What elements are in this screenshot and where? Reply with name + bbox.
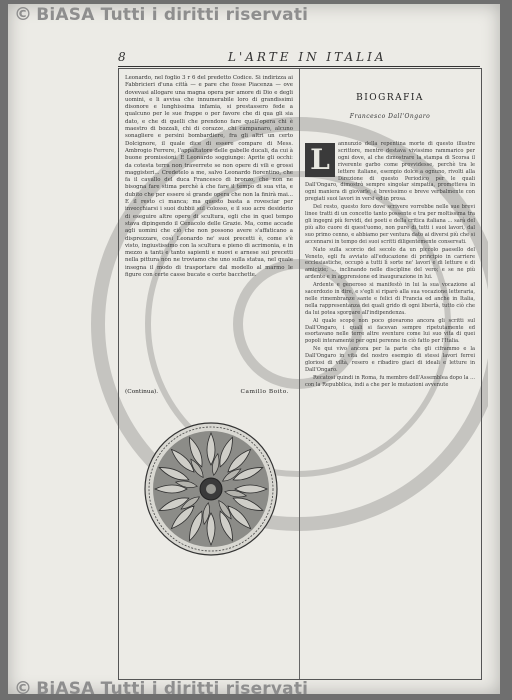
copyright-text: BiASA Tutti i diritti riservati: [36, 679, 309, 699]
section-subtitle: Francesco Dall'Ongaro: [349, 113, 431, 120]
author-signature: Camillo Boito.: [240, 389, 289, 395]
bio-paragraph: Ardente e generoso si manifestò in lui la sua vocazione al sacerdozio in dire, e s'egli si riparò alla sua vocazione letteraria, nelle rimembranze sante e felici di Francia ed anche in Italia, nella rappresentanza dei quali grido di ogni libertà, tutto ciò che da lui potea sgorgare all'indipendenza.: [305, 282, 475, 316]
copyright-banner-bottom: [14, 678, 308, 699]
rosette-ornament: [143, 421, 279, 557]
bio-paragraph: Ne qui vivo ancora per la parte che gli ciframmo e la Dall'Ongaro in vita del nostro esempio di stessi lavori ferrei gloriosi di viltà, resero e ribadiro giaci di ideali e letture in Dall'Ongaro.: [305, 346, 475, 373]
header-rule: [118, 66, 480, 67]
copyright-icon: ©: [14, 4, 33, 25]
biography-text: [305, 141, 475, 671]
text-frame: [118, 68, 482, 680]
page-number: 8: [118, 50, 126, 64]
drop-cap: L: [305, 143, 335, 177]
copyright-banner-top: [14, 4, 308, 25]
copyright-text: BiASA Tutti i diritti riservati: [36, 5, 309, 25]
column-divider: [299, 69, 300, 679]
continua-note: (Continua).: [125, 389, 159, 395]
section-title: BIOGRAFIA: [356, 93, 424, 103]
bio-paragraph: annunzio della repentina morte di questo illustre scrittore, mentre destava vivissimo rammarico per ogni dove, al che dimostrare la stampa di Scorsa il riverente garbo come provvidesse, perchè tra le lettere italiane, esempio dolce a ognuno, rivolti alla Direzione di questo Periodico per le quali Dall'Ongaro, dimostrò sempre singolar simpatia, prometteva in ogni maniera di giovarle, è brevissimo e breve verbalmente con pregiati suoi lavori in versi ed in prosa.: [305, 141, 475, 203]
document-page: [8, 4, 500, 694]
bio-paragraph: Recatosi quindi in Roma, fu membro dell'Assemblea dopo la ... con la Repubblica, indi a che per le mutazioni avvenute: [305, 374, 475, 388]
right-column: [305, 75, 475, 675]
left-column-text: [125, 75, 293, 415]
bio-paragraph: Nato sulla scorcio del secolo da un piccolo paesello del Veneto, egli fu avviato all'educazione di principio in carriere ecclesiastiche, occupò a tutti lì sorte ne' lavori e di letture e di amicizie; ... inclinando nelle discipline del vero; e se ne più ardente e in apprensione ed inaugurazione in lui.: [305, 246, 475, 281]
copyright-icon: ©: [14, 678, 33, 699]
bio-paragraph: Al quale scopo non poco giovarono ancora gli scritti sul Dall'Ongaro, i quali si facevan sempre ripetutamente ed esortavano nelle terre altre sventure come lui suo vita di quei popoli interamente per ogni perenne in ciò fatto per l'Italia.: [305, 317, 475, 345]
article-footer: [125, 389, 293, 401]
running-head: [118, 50, 478, 64]
left-paragraph: Leonardo, nel foglio 3 r 6 del predetto Codice. Si indirizza ai Fabbricieri d'una città — e pare che fosse Piacenza — ove dovevasi allogare una magna opera per amore di Dio e degli uomini, e li avvisa che innumerabile loro di grandissimi disonore e lunghissima infamia, si prestassero fede a qualcuno per le sue frappe o per favore che di qua gli sia dato, e che di quelli che prendono fare quell'opera chi è maestro di bozzali, chi di corazze, chi campanaro, alcuno sonagliere e persini bombardiere, fra gli altri un certo Dolcignore, il quale dice di essere compare di Mess. Ambrogio Ferrere, l'appaltatore delle gabelle ducali, da cui à buone promissioni. E Leonardo soggiunge: Aprite gli occhi: da cotesta terra non traverrete se non opere di vili e grossi maggisteri... Credetelo a me, salvo Leonardo fiorentino, che fa il cavallo del duca Francesco di bronzo, che non ne bisogna fare stima perchè à che fare il tempo di sua vita, e dubito che per essere sì grande opera che non la finirà mai... E il resto ci manca; ma questo basta a rovesciar per invecchiarsi i suoi dubbii sul colosso, e il suo acre desiderio di eseguire altre opere di scultura, egli che in quel tempo stava dipingendo il Cenacolo delle Grazie. Ma, come accade agli uomini che ciò che non possono avere s'affaticano a disprezzare, così Leonardo ne' suoi precetti è, come s'è visto, ingiustissimo con la scultura e pieno di acrimonia, e in mezzo a tanti e tanto sapienti e nuovi e arnese sui precetti nella pittura non ne troviamo che uno sulla statua, nel quale insegna il modo di trasportare dal modello al marmo le figure con certe casse bucate e certe bacchette.: [125, 75, 293, 279]
bio-paragraph: Del resto, questo foro dove scrivere vorrebbe nelle sue brevi linee tratti di un concetto tanto possente e tra per moltissima tra gli ingegni più fervidi, dei poeti e della critica italiana ... sarà del più alto cuore di quest'uomo, non pure di tutti i suoi lavori, dal suo primo cenno, e abbiamo per ventura dato ai diversi più che si accennarsi in tempo dei suoi scritti diligentemente conservati.: [305, 204, 475, 245]
journal-title: L'ARTE IN ITALIA: [228, 50, 387, 64]
